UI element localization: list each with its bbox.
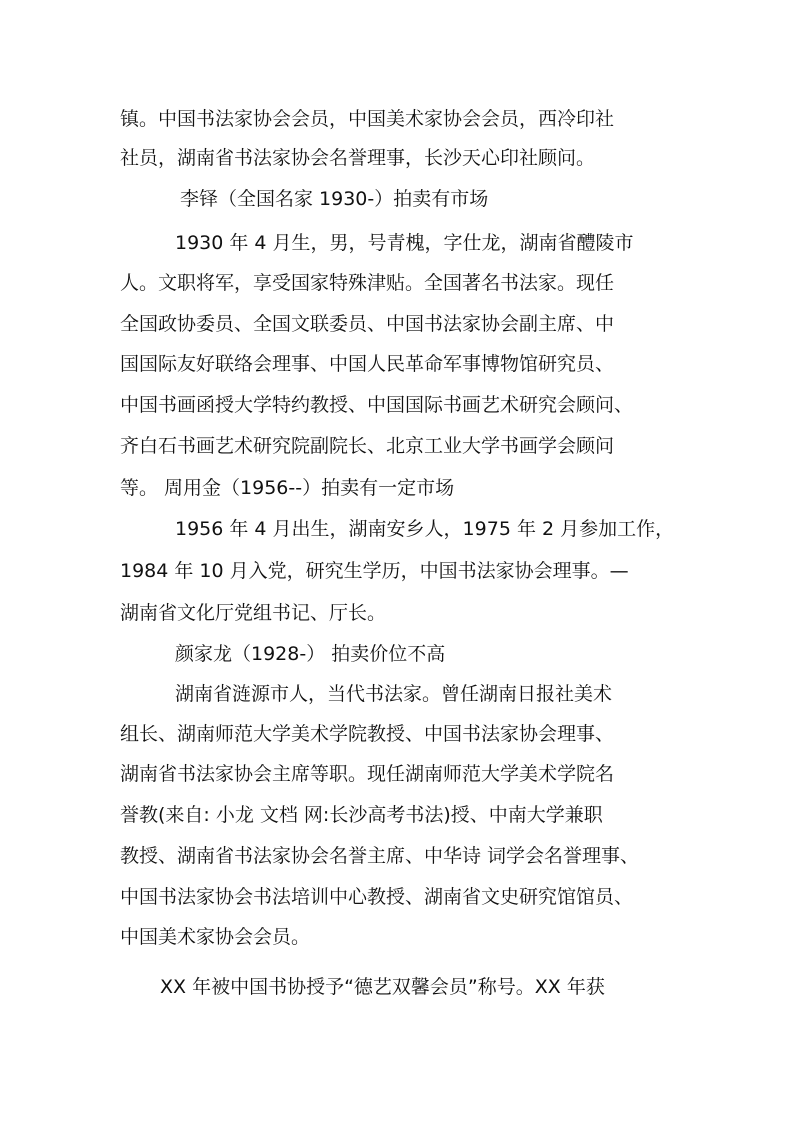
text-line: 湖南省文化厅党组书记、厅长。 — [120, 602, 387, 624]
text-line: 全国政协委员、全国文联委员、中国书法家协会副主席、中 — [120, 313, 615, 335]
text-line: 镇。中国书法家协会会员，中国美术家协会会员，西冷印社 — [120, 108, 615, 130]
text-line: 湖南省书法家协会主席等职。现任湖南师范大学美术学院名 — [120, 763, 615, 785]
text-line: 1930 年 4 月生，男，号青槐，字仕龙，湖南省醴陵市 — [175, 232, 634, 254]
text-line: 1984 年 10 月入党，研究生学历，中国书法家协会理事。— — [120, 560, 629, 582]
text-line: 社员，湖南省书法家协会名誉理事，长沙天心印社顾问。 — [120, 147, 596, 169]
heading-zhou-yongjin: 等。 周用金（1956--）拍卖有一定市场 — [120, 477, 455, 499]
text-line: 齐白石书画艺术研究院副院长、北京工业大学书画学会顾问 — [120, 435, 615, 457]
text-line: 中国书法家协会书法培训中心教授、湖南省文史研究馆馆员、 — [120, 886, 634, 908]
text-line: 国国际友好联络会理事、中国人民革命军事博物馆研究员、 — [120, 353, 615, 375]
text-line: 中国书画函授大学特约教授、中国国际书画艺术研究会顾问、 — [120, 394, 634, 416]
heading-li-duo: 李铎（全国名家 1930-）拍卖有市场 — [180, 188, 489, 210]
text-line: 中国美术家协会会员。 — [120, 926, 311, 948]
text-line: 誉教(来自: 小龙 文档 网:长沙高考书法)授、中南大学兼职 — [120, 804, 603, 826]
text-line: 人。文职将军，享受国家特殊津贴。全国著名书法家。现任 — [120, 272, 615, 294]
heading-yan-jialong: 颜家龙（1928-） 拍卖价位不高 — [175, 643, 446, 665]
text-line: XX 年被中国书协授予“德艺双馨会员”称号。XX 年获 — [160, 976, 605, 998]
text-line: 组长、湖南师范大学美术学院教授、中国书法家协会理事、 — [120, 723, 615, 745]
text-line: 1956 年 4 月出生，湖南安乡人，1975 年 2 月参加工作， — [175, 518, 675, 540]
text-line: 湖南省涟源市人，当代书法家。曾任湖南日报社美术 — [175, 683, 613, 705]
text-line: 教授、湖南省书法家协会名誉主席、中华诗 词学会名誉理事、 — [120, 845, 640, 867]
